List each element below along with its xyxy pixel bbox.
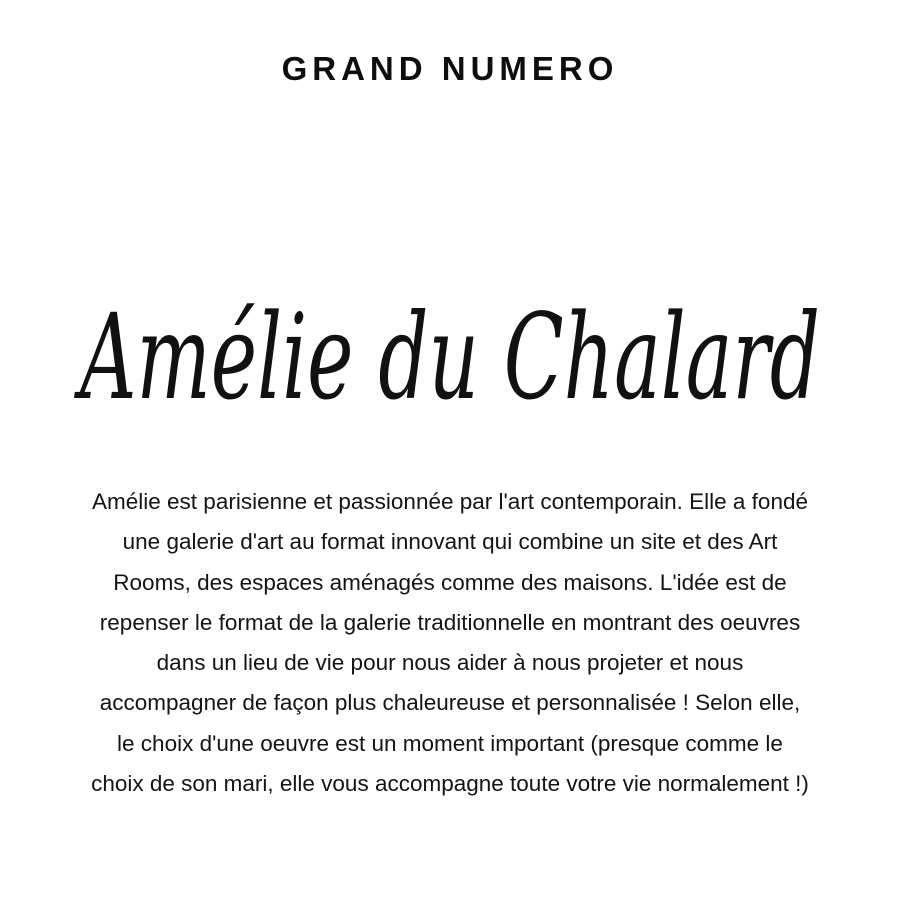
signature-name: Amélie du Chalard xyxy=(74,288,820,426)
signature-block xyxy=(70,268,830,458)
brand-title: GRAND NUMERO xyxy=(281,50,619,87)
article-paragraph: Amélie est parisienne et passionnée par l'art contemporain. Elle a fondé une galerie d'art au format innovant qui combine un site et des Art Rooms, des espaces aménagés comme des maisons. L'idée est de repenser le format de la galerie traditionnelle en montrant des oeuvres dans un lieu de vie pour nous aider à nous projeter et nous accompagner de façon plus chaleureuse et personnalisée ! Selon elle, le choix d'une oeuvre est un moment important (presque comme le choix de son mari, elle vous accompagne toute votre vie normalement !) xyxy=(91,489,809,797)
signature-svg xyxy=(70,268,830,458)
